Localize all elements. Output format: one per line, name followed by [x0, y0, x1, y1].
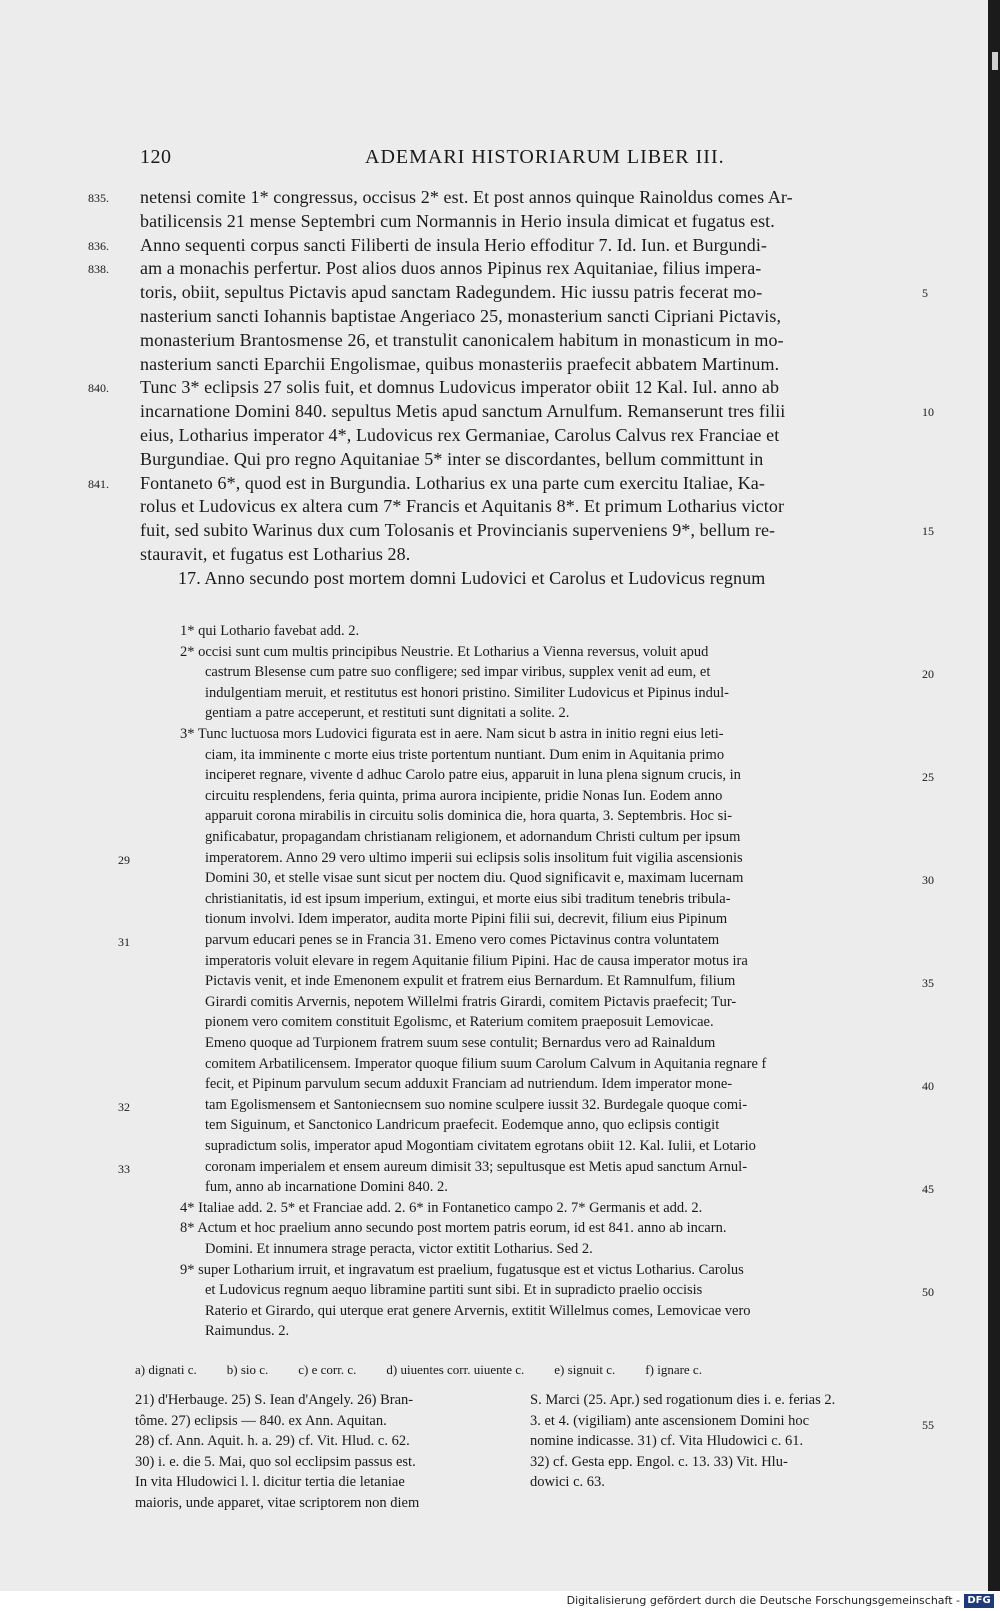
footnote-line: Pictavis venit, et inde Emenonem expulit et fratrem eius Bernardum. Et Ramnulfum, filium [205, 973, 736, 990]
footnote-line: tem Siguinum, et Sanctonico Landricum praefecit. Eodemque anno, quo eclipsis contigit [205, 1117, 720, 1134]
footnote-line: 8* Actum et hoc praelium anno secundo post mortem patris eorum, id est 841. anno ab incarn. [180, 1220, 727, 1237]
line-number: 50 [922, 1285, 934, 1300]
footnote-line: 1* qui Lothario favebat add. 2. [180, 623, 360, 639]
line-number: 45 [922, 1182, 934, 1197]
footnote-line: circuitu resplendens, feria quinta, prima aurora incipiente, pridie Nonas Iun. Eodem anno [205, 787, 723, 804]
variant-reading: a) dignati c. [135, 1362, 197, 1377]
editorial-note-line: nomine indicasse. 31) cf. Vita Hludowici c. 61. [530, 1433, 804, 1449]
footnote-line: 9* super Lotharium irruit, et ingravatum est praelium, fugatusque est et victus Lotharius. Carolus [180, 1261, 744, 1278]
line-number: 15 [922, 524, 934, 539]
main-text-line: eius, Lotharius imperator 4*, Ludovicus rex Germaniae, Carolus Calvus rex Franciae et [140, 425, 780, 445]
main-text-line: 17. Anno secundo post mortem domni Ludovici et Carolus et Ludovicus regnum [178, 567, 766, 588]
footnote-line: castrum Blesense cum patre suo confligere; sed impar viribus, supplex venit ad eum, et [205, 664, 711, 681]
main-text-line: netensi comite 1* congressus, occisus 2* est. Et post annos quinque Rainoldus comes Ar- [140, 187, 793, 207]
footnote-line: indulgentiam meruit, et restitutus est honori pristino. Similiter Ludovicus et Pipinus indul- [205, 684, 729, 701]
variant-reading: d) uiuentes corr. uiuente c. [386, 1362, 525, 1377]
footnote-line: Domini. Et innumera strage peracta, victor extitit Lotharius. Sed 2. [205, 1241, 593, 1257]
footnote-line: imperatorem. Anno 29 vero ultimo imperii sui eclipsis solis insolitum fuit vigilia ascensionis [205, 849, 743, 866]
main-text-line: stauravit, et fugatus est Lotharius 28. [140, 544, 411, 564]
footnote-line: Raterio et Girardo, qui uterque erat genere Arvernis, extitit Willelmus comes, Lemovicae vero [205, 1302, 751, 1319]
editorial-note-line: 21) d'Herbauge. 25) S. Iean d'Angely. 26) Bran- [135, 1392, 414, 1408]
footnote-line: fecit, et Pipinum parvulum secum adduxit Franciam ad nutriendum. Idem imperator mone- [205, 1076, 733, 1093]
footnote-line: ciam, ita imminente c morte eius triste portentum nuntiant. Dum enim in Aquitania primo [205, 746, 725, 763]
main-text-line: Burgundiae. Qui pro regno Aquitaniae 5* inter se discordantes, bellum committunt in [140, 448, 764, 469]
footnote-line: gnificabatur, propagandam christianam religionem, et adornandum Christi cultum per ipsum [205, 829, 741, 845]
footnote-line: gentiam a patre acceperunt, et restituti sunt dignitati a solite. 2. [205, 705, 570, 722]
main-text-line: batilicensis 21 mense Septembri cum Normannis in Herio insula dimicat et fugatus est. [140, 210, 775, 231]
footnote-line: pionem vero comitem constituit Egolismc, et Raterium comitem praeposuit Lemovicae. [205, 1014, 714, 1031]
line-number-55: 55 [922, 1418, 934, 1432]
main-text-line: toris, obiit, sepultus Pictavis apud sanctam Radegundem. Hic iussu patris fecerat mo- [140, 282, 763, 303]
main-text-line: nasterium sancti Eparchii Engolismae, quibus monasteriis praefecit abbatem Martinum. [140, 353, 780, 374]
main-text-line: rolus et Ludovicus ex altera cum 7* Francis et Aquitanis 8*. Et primum Lotharius victor [140, 496, 785, 517]
year-marker: 838. [88, 262, 109, 277]
variant-readings [135, 1362, 732, 1378]
footer-credit: Digitalisierung gefördert durch die Deutsche Forschungsgemeinschaft - [566, 1594, 960, 1607]
main-text-line: Anno sequenti corpus sancti Filiberti de insula Herio effoditur 7. Id. Iun. et Burgundi- [140, 234, 768, 255]
footnote-line: apparuit corona mirabilis in circuitu solis dominica die, hora quarta, 3. Septembris. Hoc si- [205, 808, 733, 825]
editorial-note-line: tôme. 27) eclipsis — 840. ex Ann. Aquitan. [135, 1412, 387, 1429]
line-number: 30 [922, 873, 934, 888]
page-number: 120 [140, 146, 172, 168]
variant-reading: e) signuit c. [554, 1362, 616, 1377]
footnote-line: 3* Tunc luctuosa mors Ludovici figurata est in aere. Nam sicut b astra in initio regni eius leti- [180, 726, 724, 742]
footnote-line: Raimundus. 2. [205, 1323, 290, 1340]
main-text-line: Fontaneto 6*, quod est in Burgundia. Lotharius ex una parte cum exercitu Italiae, Ka- [140, 472, 765, 493]
footnote-line: parvum educari penes se in Francia 31. Emeno vero comes Pictavinus contra voluntatem [205, 932, 720, 948]
main-text-line: fuit, sed subito Warinus dux cum Tolosanis et Provincianis superveniens 9*, bellum re- [140, 520, 776, 541]
editorial-note-line: 30) i. e. die 5. Mai, quo sol ecclipsim passus est. [135, 1453, 416, 1470]
editorial-note-line: S. Marci (25. Apr.) sed rogationum dies i. e. ferias 2. [530, 1392, 836, 1408]
footnote-line: tam Egolismensem et Santoniecnsem suo nomine sculpere iussit 32. Burdegale quoque comi- [205, 1096, 748, 1113]
running-header [140, 146, 912, 172]
line-number: 25 [922, 770, 934, 785]
editorial-note-line: maioris, unde apparet, vitae scriptorem non diem [135, 1494, 420, 1511]
editorial-note-line: In vita Hludowici l. l. dicitur tertia die letaniae [135, 1474, 405, 1490]
line-number: 40 [922, 1079, 934, 1094]
footnote-line: inciperet regnare, vivente d adhuc Carolo patre eius, apparuit in luna plena signum crucis, in [205, 767, 741, 784]
variant-reading: f) ignare c. [645, 1362, 702, 1377]
line-number: 10 [922, 405, 934, 420]
footer-bar [0, 1591, 1000, 1611]
footnote-line: coronam imperialem et ensem aureum dimisit 33; sepultusque est Metis apud sanctum Arnul- [205, 1158, 748, 1175]
year-marker: 835. [88, 191, 109, 205]
note-reference-number: 29 [118, 852, 130, 867]
main-text-line: am a monachis perfertur. Post alios duos annos Pipinus rex Aquitaniae, filius impera- [140, 258, 762, 279]
footnote-line: et Ludovicus regnum aequo libramine partiti sunt sibi. Et in supradicto praelio occisis [205, 1282, 703, 1299]
variant-reading: b) sio c. [226, 1362, 269, 1377]
editorial-note-line: 32) cf. Gesta epp. Engol. c. 13. 33) Vit. Hlu- [530, 1453, 788, 1470]
year-marker: 836. [88, 238, 109, 253]
main-text-line: nasterium sancti Iohannis baptistae Angeriaco 25, monasterium sancti Cipriani Pictavis, [140, 306, 782, 326]
main-text-line: incarnatione Domini 840. sepultus Metis apud sanctum Arnulfum. Remanserunt tres filii [140, 401, 786, 422]
year-marker: 840. [88, 381, 109, 396]
line-number: 20 [922, 667, 934, 682]
editorial-note-line: 28) cf. Ann. Aquit. h. a. 29) cf. Vit. Hlud. c. 62. [135, 1433, 410, 1449]
footnote-line: christianitatis, id est ipsum imperium, extingui, et morte eius sibi traditum tenebris tribula- [205, 890, 731, 907]
main-text-line: Tunc 3* eclipsis 27 solis fuit, et domnus Ludovicus imperator obiit 12 Kal. Iul. anno ab [140, 377, 780, 398]
footnote-line: Domini 30, et stelle visae sunt sicut per noctem diu. Quod significavit e, maximam lucernam [205, 870, 744, 887]
line-number: 35 [922, 976, 934, 991]
footnote-line: tionum involvi. Idem imperator, audita morte Pipini filii sui, decrevit, filium eius Pipinum [205, 911, 728, 928]
scan-edge-strip [988, 0, 1000, 1591]
footnote-line: 2* occisi sunt cum multis principibus Neustrie. Et Lotharius a Vienna reversus, voluit apud [180, 643, 709, 660]
footnote-line: 4* Italiae add. 2. 5* et Franciae add. 2. 6* in Fontanetico campo 2. 7* Germanis et add. 2. [180, 1199, 703, 1216]
scan-edge-mark [992, 52, 998, 70]
note-reference-number: 32 [118, 1099, 130, 1114]
variant-reading: c) e corr. c. [298, 1362, 357, 1377]
note-reference-number: 33 [118, 1161, 130, 1176]
main-text-line: monasterium Brantosmense 26, et transtulit canonicalem habitum in monasticum in mo- [140, 329, 784, 350]
note-reference-number: 31 [118, 935, 130, 949]
footnote-line: Girardi comitis Arvernis, nepotem Willelmi fratris Girardi, comitem Pictavis praefecit; Tur- [205, 993, 737, 1010]
footnote-line: comitem Arbatilicensem. Imperator quoque filium suum Carolum Calvum in Aquitania regnare f [205, 1055, 767, 1072]
footnote-line: fum, anno ab incarnatione Domini 840. 2. [205, 1179, 448, 1196]
editorial-note-line: 3. et 4. (vigiliam) ante ascensionem Domini hoc [530, 1412, 810, 1429]
running-title: ADEMARI HISTORIARUM LIBER III. [365, 146, 725, 168]
footnote-line: Emeno quoque ad Turpionem fratrem suum sese contulit; Bernardus vero ad Rainaldum [205, 1035, 716, 1051]
editorial-note-line: dowici c. 63. [530, 1474, 605, 1490]
footnote-line: imperatoris voluit elevare in regem Aquitanie filium Pipini. Hac de causa imperator motus ira [205, 952, 748, 969]
year-marker: 841. [88, 476, 109, 491]
line-number: 5 [922, 286, 928, 301]
dfg-logo: DFG [964, 1594, 994, 1608]
footnote-line: supradictum solis, imperator apud Mogontiam civitatem egrotans obiit 12. Kal. Iulii, et Lotario [205, 1138, 756, 1154]
